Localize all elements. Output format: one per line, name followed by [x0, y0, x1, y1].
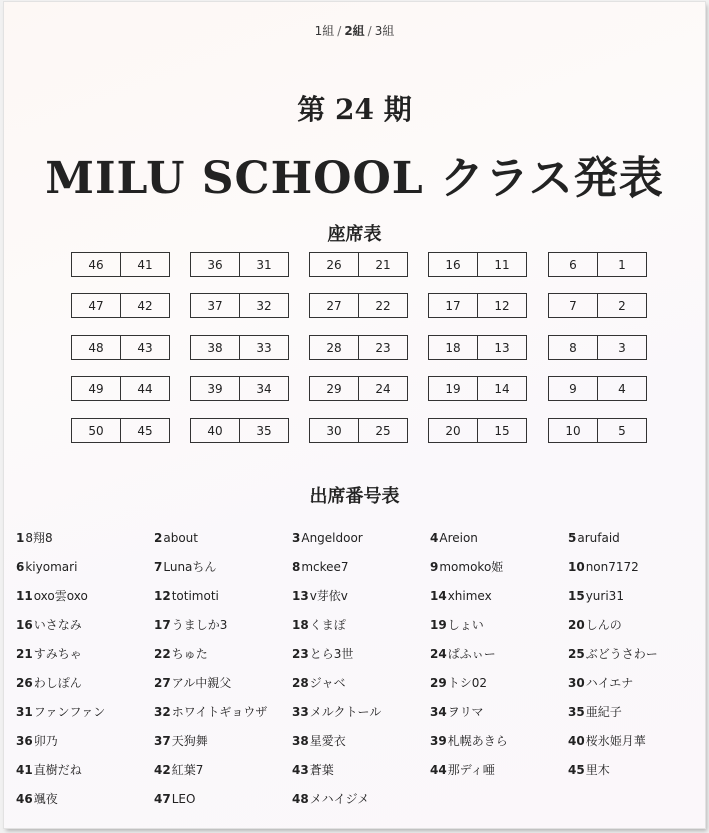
seat-number: 42	[120, 294, 169, 317]
roster-name: ぶどうさわー	[585, 647, 658, 661]
roster-entry	[292, 644, 428, 664]
roster-number: 38	[292, 734, 309, 748]
roster-name: about	[163, 531, 198, 545]
roster-name: v芽依v	[309, 589, 348, 603]
roster-entry	[430, 731, 566, 751]
seat-number: 40	[207, 423, 223, 438]
roster-name: 星愛衣	[309, 734, 346, 748]
seat-number: 48	[88, 340, 104, 355]
seat-number: 5	[597, 419, 646, 442]
roster-entry	[16, 702, 152, 722]
roster-name: LEO	[171, 792, 196, 806]
roster-number: 10	[568, 560, 585, 574]
seat-number: 3	[597, 336, 646, 359]
roster-number: 44	[430, 763, 447, 777]
roster-entry	[292, 673, 428, 693]
seat-desk	[190, 418, 289, 443]
seat-desk	[309, 376, 408, 401]
seat-number: 10	[565, 423, 581, 438]
roster-name: 直樹だね	[33, 763, 82, 777]
class-nav	[4, 22, 705, 39]
roster-entry	[430, 528, 566, 548]
roster-name: 那ディ唖	[447, 763, 495, 777]
roster-name: 札幌あきら	[447, 734, 508, 748]
seat-desk	[428, 376, 527, 401]
page-title: MILU SCHOOL クラス発表	[45, 153, 664, 204]
roster-number: 25	[568, 647, 585, 661]
roster-heading: 出席番号表	[309, 486, 400, 507]
roster-entry	[16, 644, 152, 664]
seat-number: 43	[120, 336, 169, 359]
roster-name: メハイジメ	[309, 792, 370, 806]
roster-entry	[16, 760, 152, 780]
roster-entry	[16, 586, 152, 606]
seat-desk	[309, 335, 408, 360]
roster-entry	[16, 789, 152, 809]
roster-number: 26	[16, 676, 33, 690]
roster-number: 20	[568, 618, 585, 632]
roster-name: とら3世	[309, 647, 354, 661]
seat-number: 22	[358, 294, 407, 317]
roster-entry	[430, 586, 566, 606]
seat-number: 23	[358, 336, 407, 359]
roster-name: 桜氷姫月華	[585, 734, 646, 748]
seat-number: 26	[326, 257, 342, 272]
roster-entry	[568, 557, 704, 577]
seat-desk	[548, 418, 647, 443]
roster-entry	[292, 702, 428, 722]
class-link-3[interactable]: 3組	[374, 24, 395, 38]
seat-number: 24	[358, 377, 407, 400]
seat-number: 31	[239, 253, 288, 276]
roster-name: 亜紀子	[585, 705, 622, 719]
roster-name: totimoti	[171, 589, 219, 603]
seat-desk	[309, 252, 408, 277]
roster-entry	[568, 586, 704, 606]
roster-number: 8	[292, 560, 301, 574]
roster-entry	[16, 673, 152, 693]
seat-desk	[190, 335, 289, 360]
roster-number: 29	[430, 676, 447, 690]
roster-number: 27	[154, 676, 171, 690]
roster-entry	[292, 528, 428, 548]
roster-name: 天狗舞	[171, 734, 208, 748]
roster-name: くまぽ	[309, 618, 346, 632]
roster-name: 里木	[585, 763, 610, 777]
seat-desk	[71, 418, 170, 443]
roster-number: 5	[568, 531, 577, 545]
seat-number: 25	[358, 419, 407, 442]
roster-entry	[430, 644, 566, 664]
seat-number: 27	[326, 298, 342, 313]
roster-number: 18	[292, 618, 309, 632]
seat-number: 36	[207, 257, 223, 272]
seat-number: 17	[445, 298, 461, 313]
roster-number: 40	[568, 734, 585, 748]
roster-number: 30	[568, 676, 585, 690]
roster-entry	[568, 528, 704, 548]
seat-number: 32	[239, 294, 288, 317]
roster-name: アル中親父	[171, 676, 232, 690]
roster-number: 23	[292, 647, 309, 661]
seat-desk	[548, 293, 647, 318]
seat-number: 7	[569, 298, 577, 313]
seat-number: 9	[569, 381, 577, 396]
seat-number: 50	[88, 423, 104, 438]
term-title: 第 24 期	[297, 93, 412, 126]
seat-number: 33	[239, 336, 288, 359]
seat-desk	[309, 418, 408, 443]
roster-name: ファンファン	[33, 705, 106, 719]
seat-desk	[190, 376, 289, 401]
roster-entry	[292, 586, 428, 606]
seat-desk	[428, 418, 527, 443]
seat-number: 29	[326, 381, 342, 396]
roster-name: mckee7	[301, 560, 349, 574]
seat-number: 35	[239, 419, 288, 442]
roster-name: ヲリマ	[447, 705, 484, 719]
roster-entry	[430, 760, 566, 780]
seat-number: 11	[477, 253, 526, 276]
roster-number: 4	[430, 531, 439, 545]
roster-entry	[154, 789, 290, 809]
seat-number: 38	[207, 340, 223, 355]
roster-name: しょい	[447, 618, 484, 632]
seat-number: 6	[569, 257, 577, 272]
roster-entry	[292, 615, 428, 635]
roster-number: 2	[154, 531, 163, 545]
roster-entry	[154, 644, 290, 664]
seat-desk	[548, 335, 647, 360]
roster-entry	[16, 615, 152, 635]
seat-desk	[428, 335, 527, 360]
seat-number: 49	[88, 381, 104, 396]
seat-number: 30	[326, 423, 342, 438]
roster-number: 15	[568, 589, 585, 603]
roster-entry	[568, 615, 704, 635]
roster-name: yuri31	[585, 589, 624, 603]
roster-name: oxo雲oxo	[33, 589, 88, 603]
roster-number: 47	[154, 792, 171, 806]
roster-entry	[292, 789, 428, 809]
roster-name: トシ02	[447, 676, 487, 690]
roster-name: kiyomari	[25, 560, 78, 574]
roster-number: 16	[16, 618, 33, 632]
roster-entry	[154, 615, 290, 635]
class-link-1[interactable]: 1組	[314, 24, 335, 38]
roster-entry	[568, 644, 704, 664]
roster-name: xhimex	[447, 589, 492, 603]
seat-number: 20	[445, 423, 461, 438]
roster-entry	[430, 615, 566, 635]
roster-entry	[154, 702, 290, 722]
seat-desk	[71, 335, 170, 360]
seat-number: 18	[445, 340, 461, 355]
roster-name: arufaid	[577, 531, 620, 545]
roster-entry	[16, 557, 152, 577]
seat-desk	[71, 293, 170, 318]
roster-number: 46	[16, 792, 33, 806]
roster-entry	[430, 702, 566, 722]
roster-number: 39	[430, 734, 447, 748]
roster-number: 19	[430, 618, 447, 632]
seat-number: 14	[477, 377, 526, 400]
seat-number: 13	[477, 336, 526, 359]
roster-name: Lunaちん	[163, 560, 217, 574]
roster-number: 9	[430, 560, 439, 574]
roster-name: non7172	[585, 560, 639, 574]
seat-number: 16	[445, 257, 461, 272]
seat-number: 28	[326, 340, 342, 355]
roster-name: momoko姫	[439, 560, 504, 574]
roster-number: 42	[154, 763, 171, 777]
roster-name: メルクトール	[309, 705, 382, 719]
roster-name: 8翔8	[25, 531, 53, 545]
roster-name: うましか3	[171, 618, 228, 632]
roster-entry	[568, 760, 704, 780]
roster-number: 45	[568, 763, 585, 777]
roster-entry	[568, 731, 704, 751]
roster-number: 14	[430, 589, 447, 603]
roster-number: 31	[16, 705, 33, 719]
seat-number: 21	[358, 253, 407, 276]
roster-entry	[154, 731, 290, 751]
roster-entry	[568, 673, 704, 693]
seat-number: 46	[88, 257, 104, 272]
roster-number: 12	[154, 589, 171, 603]
roster-entry	[154, 673, 290, 693]
roster-entry	[154, 528, 290, 548]
roster-number: 1	[16, 531, 25, 545]
roster-name: わしぽん	[33, 676, 82, 690]
roster-number: 37	[154, 734, 171, 748]
roster-number: 21	[16, 647, 33, 661]
seat-desk	[71, 252, 170, 277]
seat-number: 44	[120, 377, 169, 400]
roster-entry	[292, 760, 428, 780]
nav-separator: /	[337, 24, 342, 38]
roster-name: Angeldoor	[301, 531, 363, 545]
roster-entry	[16, 528, 152, 548]
roster-number: 22	[154, 647, 171, 661]
roster-number: 41	[16, 763, 33, 777]
seat-number: 2	[597, 294, 646, 317]
roster-list	[16, 528, 696, 818]
seat-number: 47	[88, 298, 104, 313]
seat-desk	[428, 252, 527, 277]
seat-number: 39	[207, 381, 223, 396]
roster-entry	[154, 760, 290, 780]
seat-number: 19	[445, 381, 461, 396]
roster-number: 28	[292, 676, 309, 690]
roster-name: ジャベ	[309, 676, 346, 690]
roster-number: 13	[292, 589, 309, 603]
roster-number: 6	[16, 560, 25, 574]
roster-number: 17	[154, 618, 171, 632]
roster-name: しんの	[585, 618, 622, 632]
roster-entry	[430, 673, 566, 693]
seat-number: 8	[569, 340, 577, 355]
roster-name: 蒼葉	[309, 763, 334, 777]
roster-number: 11	[16, 589, 33, 603]
seat-number: 1	[597, 253, 646, 276]
roster-number: 34	[430, 705, 447, 719]
seat-desk	[428, 293, 527, 318]
seat-number: 41	[120, 253, 169, 276]
roster-number: 33	[292, 705, 309, 719]
seat-desk	[71, 376, 170, 401]
nav-separator: /	[367, 24, 372, 38]
seat-desk	[190, 293, 289, 318]
roster-entry	[16, 731, 152, 751]
roster-number: 3	[292, 531, 301, 545]
roster-name: ハイエナ	[585, 676, 634, 690]
seat-number: 12	[477, 294, 526, 317]
class-link-2[interactable]: 2組	[344, 24, 365, 38]
seating-chart	[71, 252, 647, 445]
seating-heading: 座席表	[327, 224, 382, 245]
roster-name: 颯夜	[33, 792, 58, 806]
roster-name: ホワイトギョウザ	[171, 705, 268, 719]
roster-name: 紅葉7	[171, 763, 204, 777]
seat-number: 45	[120, 419, 169, 442]
roster-name: ぱふぃー	[447, 647, 496, 661]
roster-entry	[568, 702, 704, 722]
roster-entry	[154, 586, 290, 606]
roster-entry	[292, 557, 428, 577]
roster-name: Areion	[439, 531, 478, 545]
seat-number: 4	[597, 377, 646, 400]
seat-number: 34	[239, 377, 288, 400]
seat-desk	[309, 293, 408, 318]
seat-desk	[548, 376, 647, 401]
roster-entry	[292, 731, 428, 751]
roster-number: 36	[16, 734, 33, 748]
seat-number: 37	[207, 298, 223, 313]
roster-name: すみちゃ	[33, 647, 82, 661]
roster-entry	[154, 557, 290, 577]
roster-number: 43	[292, 763, 309, 777]
page	[4, 2, 705, 828]
roster-number: 32	[154, 705, 171, 719]
roster-number: 24	[430, 647, 447, 661]
seat-desk	[190, 252, 289, 277]
seat-number: 15	[477, 419, 526, 442]
roster-name: いさなみ	[33, 618, 82, 632]
roster-entry	[430, 557, 566, 577]
roster-name: 卯乃	[33, 734, 58, 748]
roster-number: 48	[292, 792, 309, 806]
roster-number: 35	[568, 705, 585, 719]
roster-number: 7	[154, 560, 163, 574]
seat-desk	[548, 252, 647, 277]
roster-name: ちゅた	[171, 647, 208, 661]
